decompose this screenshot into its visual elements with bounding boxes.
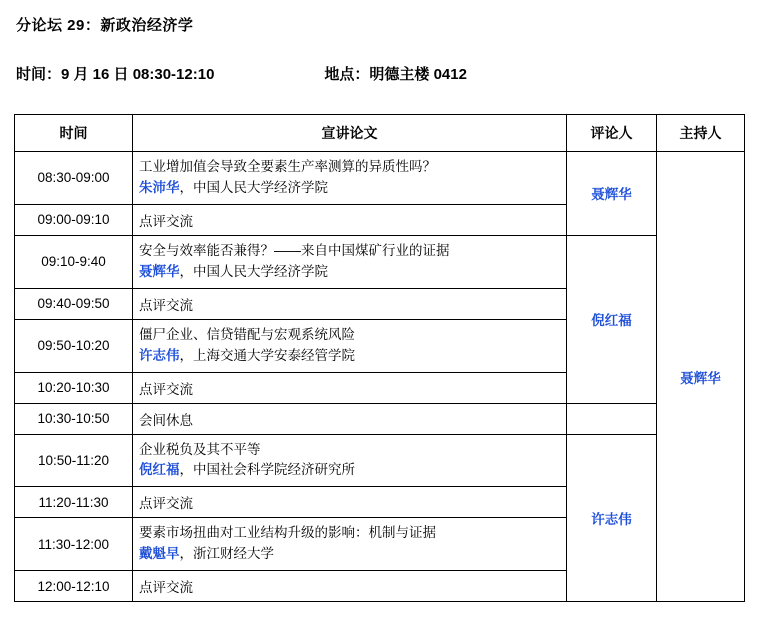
cell-discussant: 许志伟 [567, 434, 657, 602]
session-time: 时间：9 月 16 日 08:30-12:10 [16, 66, 215, 83]
paper-author-line [139, 544, 560, 565]
author-affiliation: ，浙江财经大学 [179, 546, 274, 562]
paper-title: 安全与效率能否兼得？——来自中国煤矿行业的证据 [139, 242, 450, 258]
cell-note: 点评交流 [133, 571, 567, 602]
page-title: 分论坛 29：新政治经济学 [16, 17, 194, 34]
paper-author-line [139, 460, 560, 481]
cell-note: 点评交流 [133, 487, 567, 518]
cell-time: 10:20-10:30 [15, 372, 133, 403]
cell-note: 点评交流 [133, 372, 567, 403]
cell-paper [133, 152, 567, 205]
cell-paper [133, 235, 567, 288]
paper-title: 企业税负及其不平等 [139, 441, 261, 457]
schedule-table [14, 114, 745, 602]
cell-discussant: 聂辉华 [567, 152, 657, 236]
cell-time: 11:30-12:00 [15, 518, 133, 571]
author-name: 许志伟 [139, 347, 180, 363]
table-row [15, 434, 745, 487]
author-name: 聂辉华 [139, 263, 180, 279]
cell-paper [133, 319, 567, 372]
paper-author-line [139, 178, 560, 199]
cell-time: 10:30-10:50 [15, 403, 133, 434]
table-row [15, 403, 745, 434]
cell-paper [133, 434, 567, 487]
cell-time: 12:00-12:10 [15, 571, 133, 602]
cell-time: 09:00-09:10 [15, 204, 133, 235]
cell-paper [133, 518, 567, 571]
table-row [15, 235, 745, 288]
author-name: 倪红福 [139, 462, 180, 478]
author-name: 戴魁早 [139, 546, 180, 562]
column-header-chair: 主持人 [657, 115, 745, 152]
cell-discussant: 倪红福 [567, 235, 657, 403]
column-header-paper: 宣讲论文 [133, 115, 567, 152]
session-place: 地点：明德主楼 0412 [324, 66, 467, 83]
paper-title: 僵尸企业、信贷错配与宏观系统风险 [139, 326, 355, 342]
cell-time: 09:40-09:50 [15, 288, 133, 319]
cell-time: 10:50-11:20 [15, 434, 133, 487]
column-header-time: 时间 [15, 115, 133, 152]
cell-note: 点评交流 [133, 288, 567, 319]
cell-time: 09:10-9:40 [15, 235, 133, 288]
cell-time: 09:50-10:20 [15, 319, 133, 372]
session-meta [16, 63, 746, 84]
cell-discussant-empty [567, 403, 657, 434]
paper-title: 工业增加值会导致全要素生产率测算的异质性吗？ [139, 159, 436, 174]
author-affiliation: ，中国人民大学经济学院 [179, 179, 328, 195]
author-name: 朱沛华 [139, 179, 180, 195]
cell-note: 会间休息 [133, 403, 567, 434]
table-row [15, 152, 745, 205]
cell-note: 点评交流 [133, 204, 567, 235]
column-header-discussant: 评论人 [567, 115, 657, 152]
cell-chair: 聂辉华 [657, 152, 745, 602]
table-header-row [15, 115, 745, 152]
paper-title: 要素市场扭曲对工业结构升级的影响：机制与证据 [139, 525, 436, 541]
author-affiliation: ，上海交通大学安泰经管学院 [179, 347, 355, 363]
author-affiliation: ，中国社会科学院经济研究所 [179, 462, 355, 478]
paper-author-line [139, 262, 560, 283]
cell-time: 11:20-11:30 [15, 487, 133, 518]
cell-time: 08:30-09:00 [15, 152, 133, 205]
author-affiliation: ，中国人民大学经济学院 [179, 263, 328, 279]
paper-author-line [139, 346, 560, 367]
